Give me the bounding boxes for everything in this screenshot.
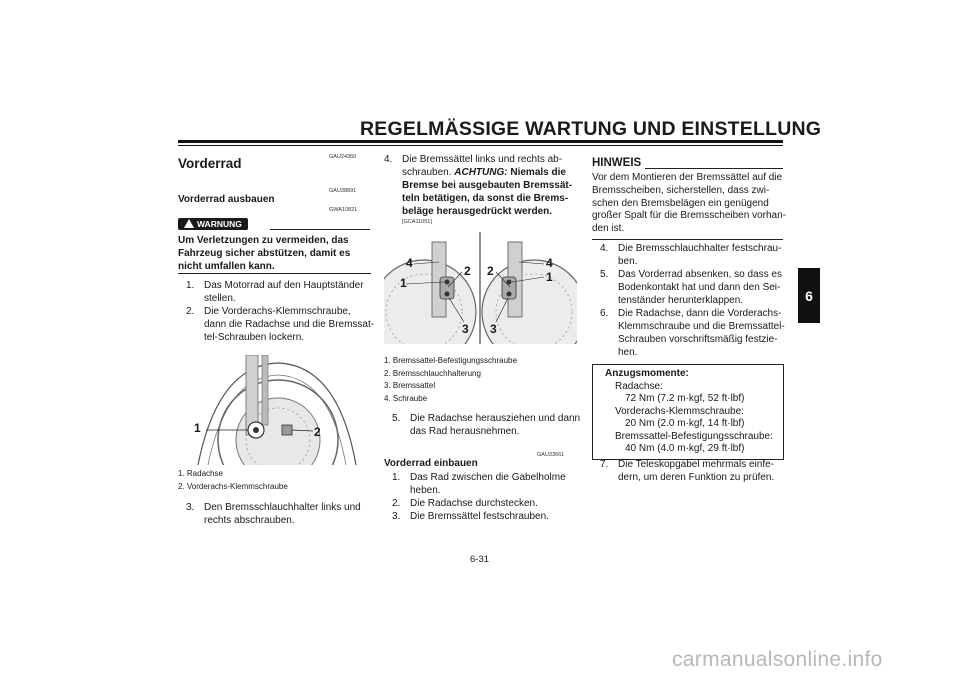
caution-code: [GCA11051]	[402, 219, 432, 225]
warning-triangle-icon	[184, 219, 194, 228]
install-subtitle: Vorderrad einbauen	[384, 458, 478, 469]
removal-steps-list	[186, 279, 376, 344]
legend-item: 4. Schraube	[384, 393, 428, 403]
removal-steps-list-cont	[186, 501, 376, 527]
warning-bottom-rule	[178, 273, 371, 274]
install-code: GAU33661	[537, 452, 565, 458]
figure-callout-2: 2	[314, 425, 321, 439]
warning-label-text: WARNUNG	[197, 218, 242, 229]
legend-item: 2. Vorderachs-Klemmschraube	[178, 481, 288, 491]
subsection-code: GAU38891	[329, 188, 357, 194]
chapter-tab[interactable]: 6	[798, 268, 820, 323]
install-steps-list	[392, 471, 587, 523]
removal-steps-list-final	[392, 412, 587, 438]
legend-item: 2. Bremsschlauchhalterung	[384, 368, 481, 378]
fig-callout-r-1: 1	[546, 270, 553, 284]
fig-callout-l-3: 3	[462, 322, 469, 336]
list-item: 4. Die Bremsschlauchhalter festschrau- ben.	[600, 243, 782, 267]
page-header-title: REGELMÄSSIGE WARTUNG UND EINSTELLUNG	[360, 118, 822, 140]
warning-code: GWA10821	[329, 207, 358, 213]
watermark[interactable]: carmanualsonline.info	[672, 648, 883, 671]
caliper-removal-step	[384, 153, 584, 218]
warning-label	[178, 215, 248, 233]
list-item: 1. Das Motorrad auf den Hauptständer stellen.	[186, 280, 364, 304]
torque-title: Anzugsmomente:	[605, 368, 689, 379]
legend-item: 1. Bremssattel-Befestigungsschraube	[384, 356, 517, 365]
list-item: 2. Die Radachse durchstecken.	[392, 498, 538, 509]
list-item: 3. Die Bremssättel festschrauben.	[392, 511, 549, 522]
figure-legend	[178, 468, 288, 493]
front-wheel-illustration	[178, 355, 371, 465]
note-text: Vor dem Montieren der Bremssättel auf die Bremsscheiben, sicherstellen, dass zwi- schen den Bremsbelägen ein genügend großer Spalt für die Bremsscheiben vorhan- den ist.	[592, 172, 786, 235]
list-item: 7. Die Teleskopgabel mehrmals einfe- dern, um deren Funktion zu prüfen.	[600, 459, 775, 483]
legend-item: 1. Radachse	[178, 469, 223, 478]
fig-callout-l-4: 4	[406, 256, 413, 270]
torque-value: 20 Nm (2.0 m·kgf, 14 ft·lbf)	[625, 418, 745, 429]
subsection-title: Vorderrad ausbauen	[178, 194, 275, 205]
fig-callout-r-2: 2	[487, 264, 494, 278]
torque-label: Vorderachs-Klemmschraube:	[615, 405, 744, 417]
list-item: 6. Die Radachse, dann die Vorderachs- Klemmschraube und die Bremssattel- Schrauben vorschriftsmäßig festzie- hen.	[600, 308, 785, 358]
list-item: 1. Das Rad zwischen die Gabelholme heben.	[392, 472, 566, 496]
warning-text: Um Verletzungen zu vermeiden, das Fahrzeug sicher abstützen, damit es nicht umfallen kann.	[178, 235, 351, 272]
torque-value: 72 Nm (7.2 m·kgf, 52 ft·lbf)	[625, 393, 745, 404]
list-item: 4. Die Bremssättel links und rechts ab- schrauben. ACHTUNG: Niemals die Bremse bei ausgebauten Bremssät- teln betätigen, da sonst die Brems- beläge herausgedrückt werden.	[384, 154, 573, 217]
list-item: 5. Die Radachse herausziehen und dann das Rad herausnehmen.	[392, 413, 581, 437]
brake-caliper-figure	[384, 232, 577, 344]
fig-callout-l-1: 1	[400, 276, 407, 290]
caliper-figure-legend	[384, 355, 517, 405]
section-code: GAU24360	[329, 154, 357, 160]
warning-rule	[270, 229, 370, 230]
fig-callout-r-4: 4	[546, 256, 553, 270]
header-rule	[178, 140, 783, 143]
torque-label: Bremssattel-Befestigungsschraube:	[615, 430, 773, 442]
brake-caliper-illustration	[384, 232, 577, 344]
torque-label: Radachse:	[615, 380, 663, 392]
list-item: 3. Den Bremsschlauchhalter links und rechts abschrauben.	[186, 502, 361, 526]
front-wheel-figure	[178, 355, 371, 465]
note-bottom-rule	[592, 239, 783, 240]
install-steps-final	[600, 458, 790, 484]
section-title: Vorderrad	[178, 156, 242, 171]
note-title: HINWEIS	[592, 157, 642, 169]
fig-callout-r-3: 3	[490, 322, 497, 336]
figure-callout-1: 1	[194, 421, 201, 435]
note-title-rule	[645, 168, 783, 169]
list-item: 5. Das Vorderrad absenken, so dass es Bodenkontakt hat und dann den Sei- tenständer herunterklappen.	[600, 269, 782, 306]
torque-spec-box	[592, 364, 784, 460]
fig-callout-l-2: 2	[464, 264, 471, 278]
torque-value: 40 Nm (4.0 m·kgf, 29 ft·lbf)	[625, 443, 745, 454]
page-number: 6-31	[470, 554, 490, 565]
list-item: 2. Die Vorderachs-Klemmschraube, dann die Radachse und die Bremssat- tel-Schrauben lockern.	[186, 306, 375, 343]
legend-item: 3. Bremssattel	[384, 381, 436, 390]
header-rule-thin	[178, 145, 783, 146]
install-steps-cont	[600, 242, 790, 359]
